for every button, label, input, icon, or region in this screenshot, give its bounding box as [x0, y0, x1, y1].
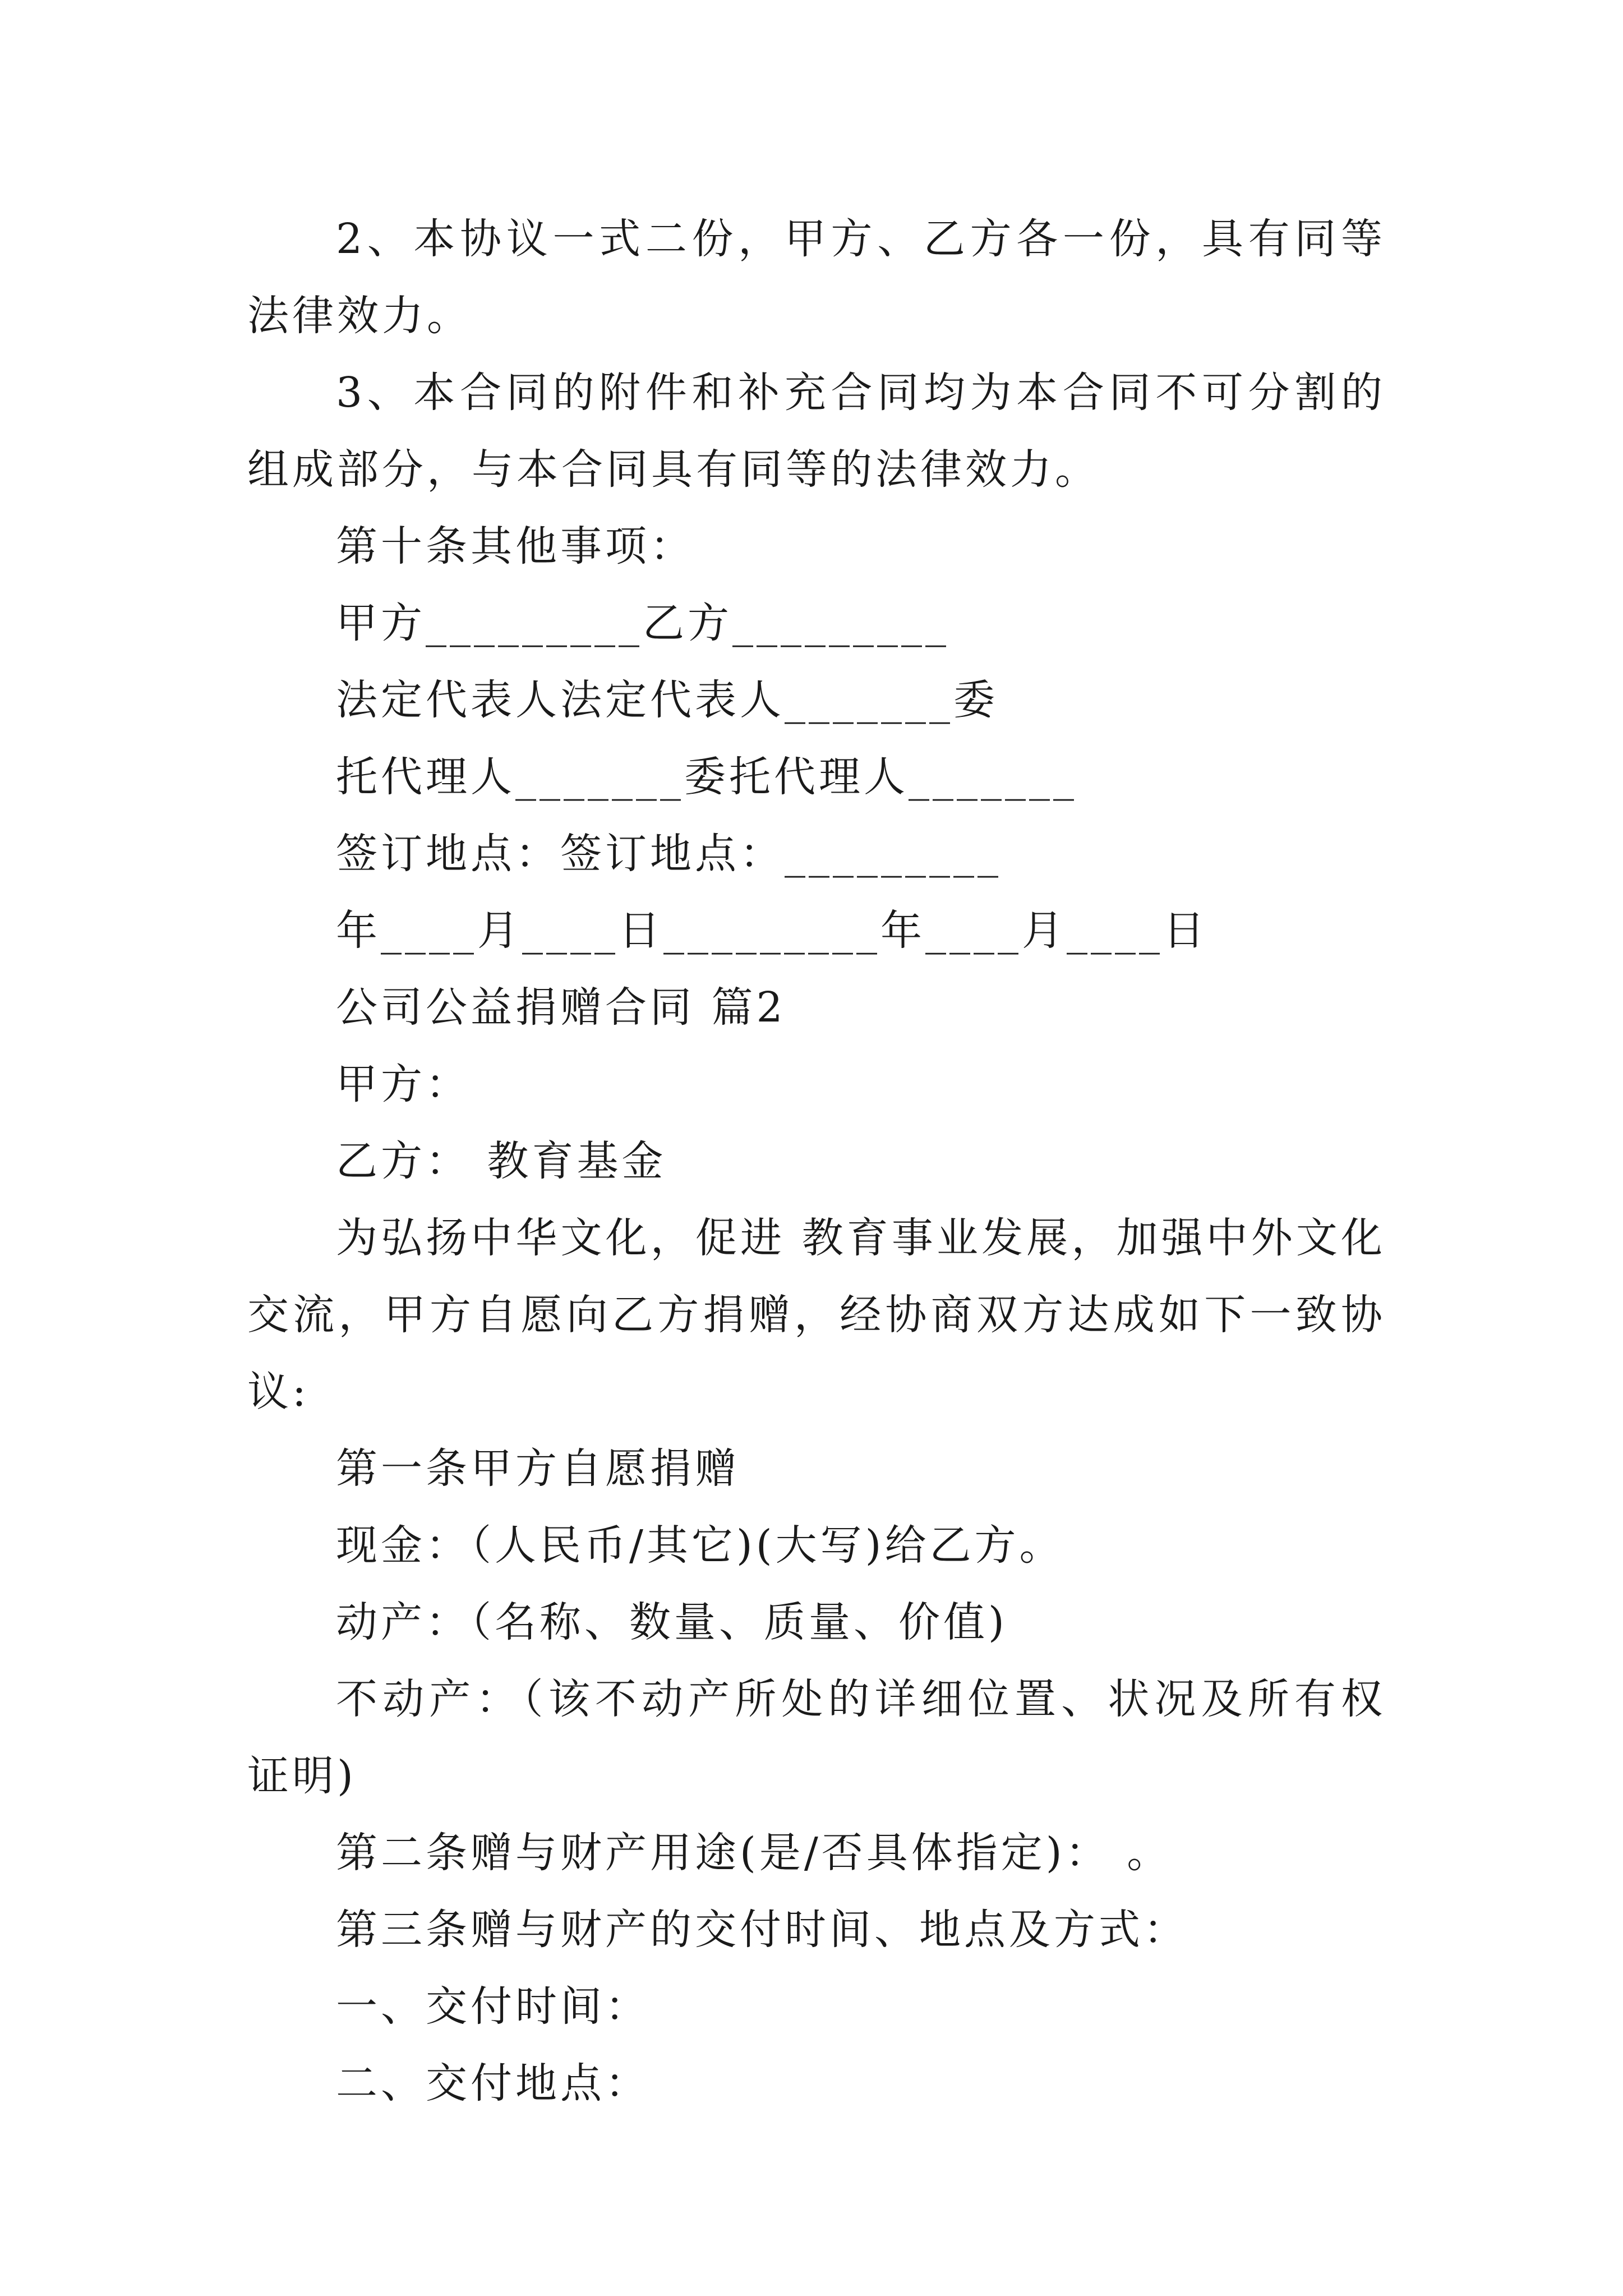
preamble-paragraph: 为弘扬中华文化，促进 教育事业发展，加强中外文化交流，甲方自愿向乙方捐赠，经协商双方达成如下一致协议: — [247, 1214, 1386, 1416]
paragraph-clause-2: 2、本协议一式二份，甲方、乙方各一份，具有同等法律效力。 — [247, 215, 1386, 340]
signing-place-line: 签订地点：签订地点：_________ — [336, 830, 1002, 878]
delivery-place-line: 二、交付地点： — [336, 2059, 650, 2108]
real-estate-paragraph: 不动产：（该不动产所处的详细位置、状况及所有权证明) — [247, 1675, 1386, 1800]
party-a-line: 甲方： — [336, 1060, 471, 1108]
movable-property-line: 动产：（名称、数量、质量、价值) — [336, 1598, 1008, 1646]
cash-line: 现金：（人民币/其它)(大写)给乙方。 — [336, 1521, 1064, 1570]
heading-article-3: 第三条赠与财产的交付时间、地点及方式： — [336, 1906, 1188, 1954]
signature-party-line: 甲方_________乙方_________ — [336, 599, 949, 647]
delivery-time-line: 一、交付时间： — [336, 1982, 650, 2031]
heading-article-1: 第一条甲方自愿捐赠 — [336, 1444, 740, 1493]
party-b-line: 乙方： 教育基金 — [336, 1137, 667, 1185]
signature-agent-line: 托代理人_______委托代理人_______ — [336, 753, 1077, 801]
paragraph-clause-3: 3、本合同的附件和补充合同均为本合同不可分割的组成部分，与本合同具有同等的法律效力。 — [247, 369, 1386, 494]
heading-article-2: 第二条赠与财产用途(是/否具体指定)： 。 — [336, 1829, 1172, 1877]
heading-article-10: 第十条其他事项： — [336, 522, 695, 570]
signature-legal-rep-line: 法定代表人法定代表人_______委 — [336, 676, 998, 724]
section-title: 公司公益捐赠合同 篇2 — [336, 983, 786, 1032]
signing-date-line: 年____月____日_________年____月____日 — [336, 907, 1208, 955]
document-body — [247, 201, 1386, 2122]
